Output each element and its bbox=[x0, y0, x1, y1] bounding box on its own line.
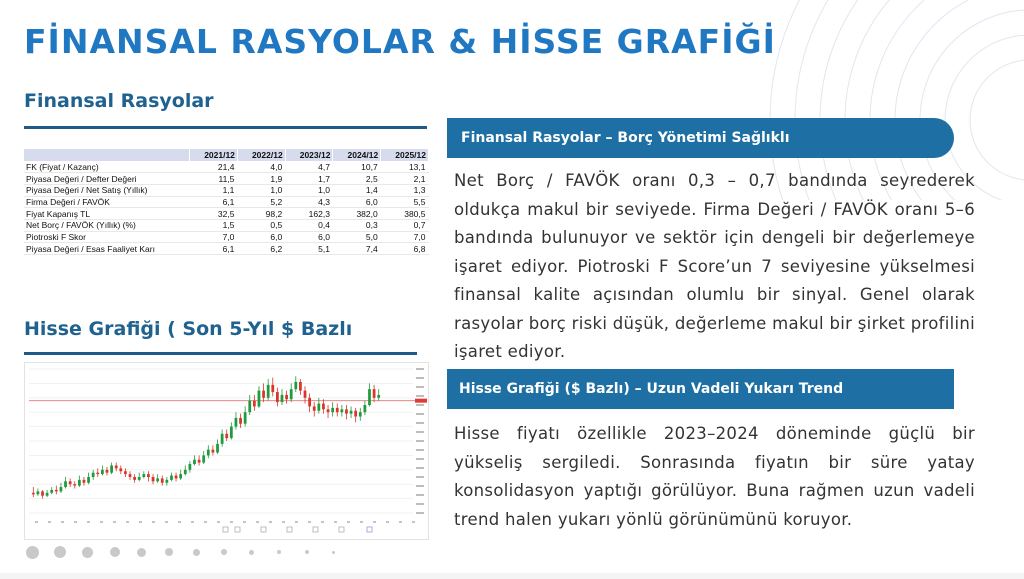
chart-axis-tick bbox=[416, 431, 424, 433]
ratio-value: 382,0 bbox=[333, 208, 381, 220]
chart-event-marker bbox=[261, 527, 266, 532]
chart-x-tick bbox=[256, 521, 259, 523]
candle-body bbox=[345, 409, 348, 413]
chart-event-marker bbox=[223, 527, 228, 532]
candle-body bbox=[262, 391, 265, 398]
chart-event-marker bbox=[367, 527, 372, 532]
ratio-label: Fiyat Kapanış TL bbox=[24, 208, 190, 220]
candle-body bbox=[377, 395, 380, 398]
chart-x-tick bbox=[217, 521, 220, 523]
chart-x-tick bbox=[178, 521, 181, 523]
carousel-dot bbox=[305, 550, 309, 554]
chart-x-tick bbox=[87, 521, 90, 523]
candle-body bbox=[299, 382, 302, 391]
candle-body bbox=[50, 490, 53, 493]
ratios-row bbox=[24, 208, 429, 220]
chart-axis-tick bbox=[416, 422, 424, 424]
candle-body bbox=[294, 382, 297, 389]
ratio-value: 4,0 bbox=[237, 161, 285, 173]
chart-event-marker bbox=[339, 527, 344, 532]
chart-x-tick bbox=[308, 521, 311, 523]
ratio-value: 6,2 bbox=[237, 243, 285, 255]
chart-event-marker bbox=[313, 527, 318, 532]
chart-x-tick bbox=[295, 521, 298, 523]
candle-body bbox=[216, 444, 219, 453]
carousel-dot bbox=[193, 549, 200, 556]
ratios-heading-rule bbox=[24, 126, 427, 129]
candle-body bbox=[258, 391, 261, 407]
candle-body bbox=[235, 418, 238, 427]
chart-axis-tick bbox=[416, 476, 424, 478]
carousel-dot bbox=[110, 547, 120, 557]
ratio-value: 1,0 bbox=[237, 184, 285, 196]
candle-body bbox=[253, 401, 256, 407]
candle-body bbox=[106, 470, 109, 473]
candle-body bbox=[317, 404, 320, 411]
chart-axis-tick bbox=[416, 503, 424, 505]
candle-body bbox=[142, 474, 145, 477]
ratio-value: 32,5 bbox=[190, 208, 238, 220]
candle-body bbox=[138, 477, 141, 480]
ratio-value: 1,1 bbox=[190, 184, 238, 196]
chart-x-tick bbox=[282, 521, 285, 523]
ratios-col-header: 2024/12 bbox=[333, 149, 381, 161]
ratios-summary-text: Net Borç / FAVÖK oranı 0,3 – 0,7 bandında seyrederek oldukça makul bir seviyede. Firma Değeri / FAVÖK oranı 5–6 bandında bulunuyor ve sektör için dengeli bir değerlemeye işaret ediyor. Piotroski F Score’un 7 seviyesine yükselmesi finansal kalite açısından olumlu bir sinyal. Genel olarak rasyolar borç riski düşük, değerleme makul bir şirket profilini işaret ediyor. bbox=[454, 171, 975, 361]
chart-x-tick bbox=[412, 521, 415, 523]
ratio-label: Piyasa Değeri / Net Satış (Yıllık) bbox=[24, 184, 190, 196]
candle-body bbox=[221, 434, 224, 444]
chart-x-tick bbox=[373, 521, 376, 523]
ratio-label: Firma Değeri / FAVÖK bbox=[24, 196, 190, 208]
candle-body bbox=[179, 474, 182, 478]
candle-body bbox=[55, 490, 58, 491]
chart-axis-tick bbox=[416, 377, 424, 379]
candle-body bbox=[96, 473, 99, 474]
chart-axis-tick bbox=[416, 404, 424, 406]
carousel-dot bbox=[26, 546, 39, 559]
ratio-value: 6,0 bbox=[237, 231, 285, 243]
ratio-label: Net Borç / FAVÖK (Yıllık) (%) bbox=[24, 219, 190, 231]
chart-summary-heading: Hisse Grafiği ($ Bazlı) – Uzun Vadeli Yukarı Trend bbox=[447, 369, 954, 409]
ratios-col-header: 2021/12 bbox=[190, 149, 238, 161]
ratio-value: 5,0 bbox=[333, 231, 381, 243]
candle-body bbox=[41, 491, 44, 495]
candle-body bbox=[271, 385, 274, 392]
candle-body bbox=[189, 464, 192, 470]
candle-body bbox=[359, 412, 362, 416]
candle-body bbox=[156, 478, 159, 481]
candle-body bbox=[184, 470, 187, 474]
candle-body bbox=[175, 476, 178, 479]
candle-body bbox=[285, 395, 288, 399]
ratio-value: 6,8 bbox=[381, 243, 429, 255]
carousel-dot bbox=[137, 548, 146, 557]
chart-x-tick bbox=[347, 521, 350, 523]
candle-body bbox=[364, 405, 367, 412]
candle-body bbox=[147, 474, 150, 477]
candle-body bbox=[304, 391, 307, 398]
ratios-col-header: 2025/12 bbox=[381, 149, 429, 161]
ratios-row bbox=[24, 231, 429, 243]
candle-body bbox=[101, 470, 104, 474]
chart-heading-rule bbox=[24, 352, 417, 355]
chart-x-tick bbox=[243, 521, 246, 523]
candle-body bbox=[64, 481, 67, 487]
chart-axis-tick bbox=[416, 467, 424, 469]
page-title: FİNANSAL RASYOLAR & HİSSE GRAFİĞİ bbox=[24, 22, 776, 61]
ratios-row bbox=[24, 243, 429, 255]
chart-x-tick bbox=[386, 521, 389, 523]
ratio-value: 98,2 bbox=[237, 208, 285, 220]
candle-body bbox=[92, 473, 95, 477]
candle-body bbox=[119, 468, 122, 471]
chart-x-tick bbox=[360, 521, 363, 523]
ratios-row bbox=[24, 161, 429, 173]
ratios-col-header: 2023/12 bbox=[285, 149, 333, 161]
chart-x-tick bbox=[48, 521, 51, 523]
ratio-value: 6,1 bbox=[190, 243, 238, 255]
carousel-dot bbox=[221, 549, 227, 555]
ratio-value: 5,5 bbox=[381, 196, 429, 208]
candle-body bbox=[331, 408, 334, 412]
ratio-label: FK (Fiyat / Kazanç) bbox=[24, 161, 190, 173]
ratios-row bbox=[24, 184, 429, 196]
ratio-label: Piyasa Değeri / Defter Değeri bbox=[24, 173, 190, 185]
chart-axis-tick bbox=[416, 485, 424, 487]
ratio-label: Piotroski F Skor bbox=[24, 231, 190, 243]
candle-body bbox=[281, 395, 284, 402]
ratios-row bbox=[24, 173, 429, 185]
ratios-row bbox=[24, 219, 429, 231]
chart-axis-tick bbox=[416, 440, 424, 442]
chart-x-tick bbox=[152, 521, 155, 523]
chart-price-marker bbox=[415, 399, 427, 403]
ratio-value: 6,0 bbox=[285, 231, 333, 243]
ratios-row bbox=[24, 196, 429, 208]
chart-axis-tick bbox=[416, 386, 424, 388]
footer-strip bbox=[0, 573, 1024, 579]
carousel-dot bbox=[82, 547, 93, 558]
candle-body bbox=[225, 434, 228, 438]
chart-axis-tick bbox=[416, 458, 424, 460]
candle-body bbox=[308, 398, 311, 407]
ratio-value: 5,2 bbox=[237, 196, 285, 208]
chart-axis-tick bbox=[416, 494, 424, 496]
candle-body bbox=[313, 406, 316, 410]
candle-body bbox=[133, 477, 136, 480]
candle-body bbox=[110, 465, 113, 472]
ratio-value: 1,3 bbox=[381, 184, 429, 196]
candle-body bbox=[290, 389, 293, 399]
ratio-value: 380,5 bbox=[381, 208, 429, 220]
chart-event-marker bbox=[287, 527, 292, 532]
ratio-value: 1,5 bbox=[190, 219, 238, 231]
ratio-value: 7,0 bbox=[381, 231, 429, 243]
carousel-dot bbox=[277, 550, 281, 554]
ratio-value: 2,5 bbox=[333, 173, 381, 185]
candle-body bbox=[276, 392, 279, 402]
candle-body bbox=[207, 450, 210, 456]
ratio-value: 4,7 bbox=[285, 161, 333, 173]
candle-body bbox=[46, 493, 49, 496]
candle-body bbox=[230, 427, 233, 439]
chart-x-tick bbox=[204, 521, 207, 523]
ratio-value: 0,7 bbox=[381, 219, 429, 231]
candle-body bbox=[368, 389, 371, 405]
ratio-label: Piyasa Değeri / Esas Faaliyet Karı bbox=[24, 243, 190, 255]
ratio-value: 1,9 bbox=[237, 173, 285, 185]
chart-axis-tick bbox=[416, 413, 424, 415]
ratio-value: 2,1 bbox=[381, 173, 429, 185]
chart-x-tick bbox=[113, 521, 116, 523]
candle-body bbox=[129, 474, 132, 477]
ratio-value: 11,5 bbox=[190, 173, 238, 185]
candle-body bbox=[340, 409, 343, 412]
ratio-value: 162,3 bbox=[285, 208, 333, 220]
candle-body bbox=[152, 477, 155, 481]
carousel-dot bbox=[165, 548, 173, 556]
chart-axis-tick bbox=[416, 395, 424, 397]
candle-body bbox=[336, 408, 339, 412]
chart-x-tick bbox=[61, 521, 64, 523]
chart-heading: Hisse Grafiği ( Son 5-Yıl $ Bazlı bbox=[24, 318, 353, 340]
ratio-value: 1,4 bbox=[333, 184, 381, 196]
ratio-value: 1,7 bbox=[285, 173, 333, 185]
candle-body bbox=[165, 480, 168, 483]
candle-body bbox=[170, 476, 173, 480]
ratios-table bbox=[24, 149, 429, 255]
carousel-dot bbox=[249, 550, 254, 555]
candle-body bbox=[115, 465, 118, 468]
chart-x-tick bbox=[334, 521, 337, 523]
candle-body bbox=[78, 480, 81, 486]
chart-x-tick bbox=[399, 521, 402, 523]
stock-chart-canvas bbox=[25, 363, 428, 539]
ratio-value: 10,7 bbox=[333, 161, 381, 173]
chart-x-tick bbox=[191, 521, 194, 523]
ratios-heading: Finansal Rasyolar bbox=[24, 90, 214, 112]
candle-body bbox=[350, 411, 353, 414]
candle-body bbox=[267, 385, 270, 398]
candle-body bbox=[37, 491, 40, 494]
candle-body bbox=[69, 481, 72, 484]
candle-body bbox=[60, 487, 63, 491]
candle-body bbox=[193, 460, 196, 464]
candle-body bbox=[202, 455, 205, 462]
ratio-value: 21,4 bbox=[190, 161, 238, 173]
chart-x-tick bbox=[139, 521, 142, 523]
chart-x-tick bbox=[74, 521, 77, 523]
ratios-header-label bbox=[24, 149, 190, 161]
candle-body bbox=[87, 477, 90, 483]
candle-body bbox=[212, 450, 215, 453]
candle-body bbox=[327, 409, 330, 412]
ratio-value: 1,0 bbox=[285, 184, 333, 196]
ratio-value: 6,1 bbox=[190, 196, 238, 208]
chart-summary-text: Hisse fiyatı özellikle 2023–2024 döneminde güçlü bir yükseliş sergiledi. Sonrasında fiyatın bir süre yatay konsolidasyon yaptığı görülüyor. Buna rağmen uzun vadeli trend halen yukarı yönlü görünümünü koruyor. bbox=[454, 424, 975, 529]
ratio-value: 0,3 bbox=[333, 219, 381, 231]
chart-axis-tick bbox=[416, 368, 424, 370]
chart-x-tick bbox=[35, 521, 38, 523]
candle-body bbox=[32, 493, 35, 494]
ratios-header-row bbox=[24, 149, 429, 161]
candle-body bbox=[244, 412, 247, 424]
chart-x-tick bbox=[100, 521, 103, 523]
ratio-value: 7,4 bbox=[333, 243, 381, 255]
ratio-value: 0,4 bbox=[285, 219, 333, 231]
candle-body bbox=[124, 471, 127, 474]
candle-body bbox=[161, 478, 164, 482]
ratio-value: 13,1 bbox=[381, 161, 429, 173]
chart-x-tick bbox=[269, 521, 272, 523]
chart-x-tick bbox=[321, 521, 324, 523]
chart-x-tick bbox=[165, 521, 168, 523]
candle-body bbox=[198, 460, 201, 463]
chart-axis-tick bbox=[416, 449, 424, 451]
ratio-value: 0,5 bbox=[237, 219, 285, 231]
ratios-col-header: 2022/12 bbox=[237, 149, 285, 161]
candle-body bbox=[83, 480, 86, 483]
ratio-value: 5,1 bbox=[285, 243, 333, 255]
candle-body bbox=[73, 484, 76, 485]
candle-body bbox=[239, 418, 242, 424]
stock-chart bbox=[24, 362, 429, 540]
carousel-dot bbox=[332, 551, 335, 554]
chart-x-tick bbox=[230, 521, 233, 523]
chart-axis-tick bbox=[416, 512, 424, 514]
candle-body bbox=[373, 389, 376, 398]
ratios-summary-heading: Finansal Rasyolar – Borç Yönetimi Sağlıklı bbox=[447, 118, 954, 158]
ratio-value: 4,3 bbox=[285, 196, 333, 208]
ratio-value: 7,0 bbox=[190, 231, 238, 243]
chart-event-marker bbox=[235, 527, 240, 532]
candle-body bbox=[322, 404, 325, 410]
ratio-value: 6,0 bbox=[333, 196, 381, 208]
carousel-dot bbox=[54, 546, 66, 558]
chart-x-tick bbox=[126, 521, 129, 523]
candle-body bbox=[354, 411, 357, 417]
candle-body bbox=[248, 401, 251, 413]
